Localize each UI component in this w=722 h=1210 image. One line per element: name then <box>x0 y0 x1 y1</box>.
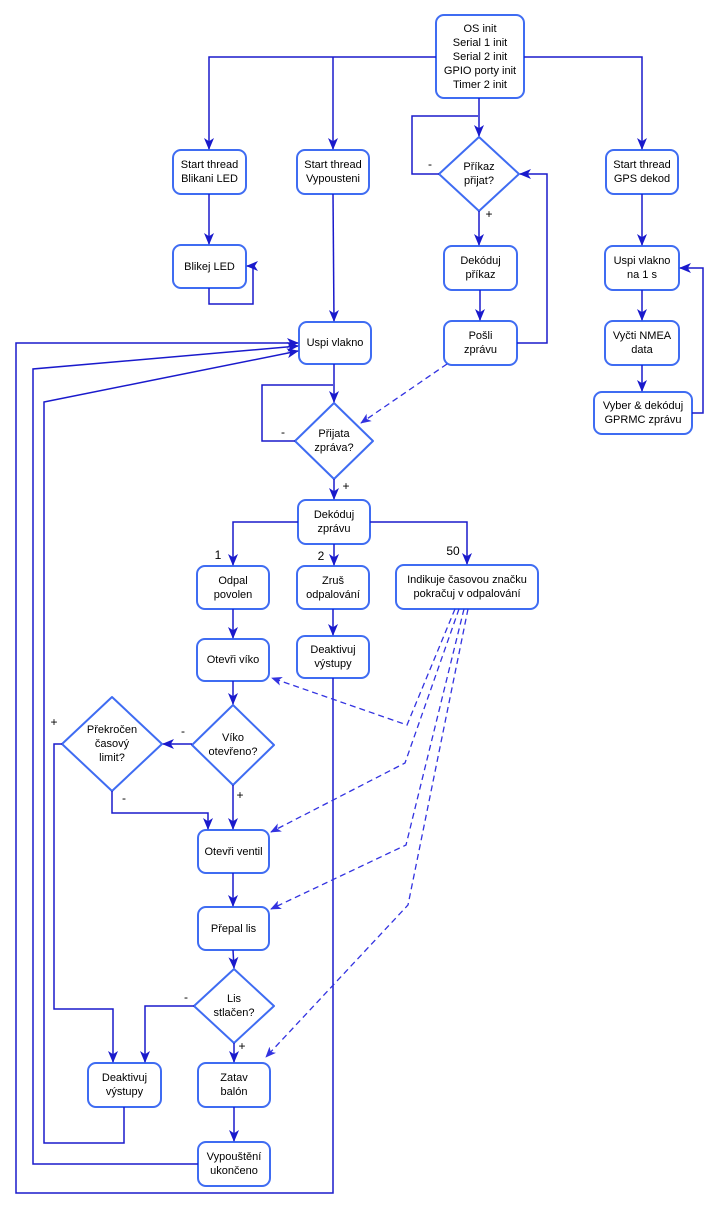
node-prijata-zprava-line: Přijata <box>318 428 350 440</box>
node-prekrocen-limit <box>87 723 137 765</box>
node-posli-zpravu-line: zprávu <box>463 344 498 356</box>
node-start-thread-blikani-line: Start thread <box>180 159 239 171</box>
node-prekrocen-limit-line: Překročen <box>86 724 138 736</box>
label-lis-minus: - <box>184 990 188 1004</box>
node-dekoduj-prikaz-line: příkaz <box>465 269 496 281</box>
label-otevreno-minus: - <box>181 724 185 738</box>
node-prikaz-prijat <box>463 160 494 188</box>
node-os-init-line: Serial 1 init <box>452 36 508 49</box>
node-os-init-line: OS init <box>463 22 497 35</box>
node-posli-zpravu <box>464 329 497 357</box>
node-otevri-ventil <box>204 845 262 859</box>
node-zrus-odpalovani-line: odpalování <box>306 588 360 601</box>
label-prijata-minus: - <box>281 425 285 439</box>
node-zatav-balon-line: balón <box>220 1086 248 1098</box>
node-lis-stlacen <box>214 992 255 1020</box>
node-dekoduj-zpravu-line: Dekóduj <box>313 509 355 521</box>
node-prekrocen-limit-line: časový <box>94 738 130 750</box>
node-blikej-led <box>184 260 235 274</box>
label-prikaz-minus: - <box>428 157 432 171</box>
node-os-init-line: Serial 2 init <box>452 50 508 63</box>
node-deaktivuj-vystupy-2 <box>102 1071 147 1099</box>
node-start-thread-vypousteni-line: Vypousteni <box>305 173 361 185</box>
node-start-thread-vypousteni-line: Start thread <box>304 159 362 171</box>
node-dekoduj-zpravu-line: zprávu <box>317 523 351 535</box>
node-otevri-viko <box>207 653 260 667</box>
node-otevri-ventil-line: Otevři ventil <box>204 845 263 858</box>
node-prekrocen-limit-line: limit? <box>99 752 125 764</box>
node-prijata-zprava <box>314 427 353 455</box>
node-odpal-povolen-line: Odpal <box>218 574 248 587</box>
node-start-thread-gps <box>613 158 670 186</box>
node-zatav-balon <box>220 1071 248 1099</box>
node-vypousteni-ukonceno <box>207 1150 262 1178</box>
node-prepal-lis-line: Přepal lis <box>210 922 257 935</box>
node-prepal-lis <box>211 922 256 936</box>
node-dekoduj-prikaz-line: Dekóduj <box>460 255 501 267</box>
node-vycti-nmea-line: Vyčti NMEA <box>612 330 672 342</box>
node-start-thread-gps-line: GPS dekod <box>613 173 671 185</box>
node-posli-zpravu-line: Pošli <box>468 330 493 342</box>
node-odpal-povolen-line: povolen <box>213 588 253 601</box>
node-otevri-viko-line: Otevři víko <box>206 654 260 666</box>
node-deaktivuj-vystupy-1 <box>310 643 355 671</box>
node-os-init-line: GPIO porty init <box>443 64 517 77</box>
node-odpal-povolen <box>214 574 253 602</box>
label-lis-plus: + <box>238 1039 246 1053</box>
node-vycti-nmea-line: data <box>631 344 653 356</box>
node-start-thread-vypousteni <box>304 158 361 186</box>
node-prikaz-prijat-line: přijat? <box>464 175 494 187</box>
node-blikej-led-line: Blikej LED <box>184 260 235 273</box>
node-uspi-vlakno-1s-line: na 1 s <box>627 269 657 281</box>
node-zrus-odpalovani-line: Zruš <box>321 574 344 587</box>
node-viko-otevreno-line: otevřeno? <box>208 746 258 758</box>
node-prikaz-prijat-line: Příkaz <box>463 161 495 173</box>
label-branch-2: 2 <box>317 549 325 563</box>
node-start-thread-gps-line: Start thread <box>613 159 671 171</box>
node-uspi-vlakno <box>307 336 364 350</box>
label-otevreno-plus: + <box>236 788 244 802</box>
node-indikuje-znacku-line: Indikuje časovou značku <box>407 574 527 586</box>
node-vyber-gprmc-line: Vyber & dekóduj <box>602 400 684 412</box>
node-deaktivuj-vystupy-1-line: Deaktivuj <box>310 644 356 656</box>
node-start-thread-blikani-line: Blikani LED <box>181 173 238 185</box>
node-os-init <box>444 22 516 92</box>
node-lis-stlacen-line: Lis <box>226 993 242 1005</box>
label-prekrocen-minus: - <box>122 791 126 805</box>
node-uspi-vlakno-1s <box>614 254 671 282</box>
node-indikuje-znacku <box>407 573 527 601</box>
node-vypousteni-ukonceno-line: ukončeno <box>210 1165 258 1177</box>
node-deaktivuj-vystupy-2-line: výstupy <box>105 1086 144 1098</box>
node-viko-otevreno <box>209 731 258 759</box>
label-prijata-plus: + <box>342 479 350 493</box>
node-lis-stlacen-line: stlačen? <box>213 1007 255 1019</box>
node-zrus-odpalovani <box>306 574 360 602</box>
node-uspi-vlakno-1s-line: Uspi vlakno <box>613 255 671 267</box>
label-branch-1: 1 <box>214 548 222 562</box>
node-deaktivuj-vystupy-1-line: výstupy <box>314 658 352 670</box>
node-vypousteni-ukonceno-line: Vypouštění <box>206 1151 262 1163</box>
label-prekrocen-plus: + <box>50 715 58 729</box>
node-deaktivuj-vystupy-2-line: Deaktivuj <box>101 1072 148 1084</box>
node-vyber-gprmc <box>603 399 683 427</box>
node-vyber-gprmc-line: GPRMC zprávu <box>604 414 682 426</box>
node-indikuje-znacku-line: pokračuj v odpalování <box>413 588 521 600</box>
node-start-thread-blikani <box>181 158 238 186</box>
node-viko-otevreno-line: Víko <box>221 732 244 744</box>
node-zatav-balon-line: Zatav <box>220 1072 248 1084</box>
node-os-init-line: Timer 2 init <box>452 78 507 91</box>
node-dekoduj-prikaz <box>460 254 500 282</box>
label-prikaz-plus: + <box>485 207 493 221</box>
node-uspi-vlakno-line: Uspi vlakno <box>306 337 364 349</box>
node-dekoduj-zpravu <box>314 508 354 536</box>
node-vycti-nmea <box>613 329 671 357</box>
node-prijata-zprava-line: zpráva? <box>314 442 354 454</box>
label-branch-50: 50 <box>446 544 460 558</box>
